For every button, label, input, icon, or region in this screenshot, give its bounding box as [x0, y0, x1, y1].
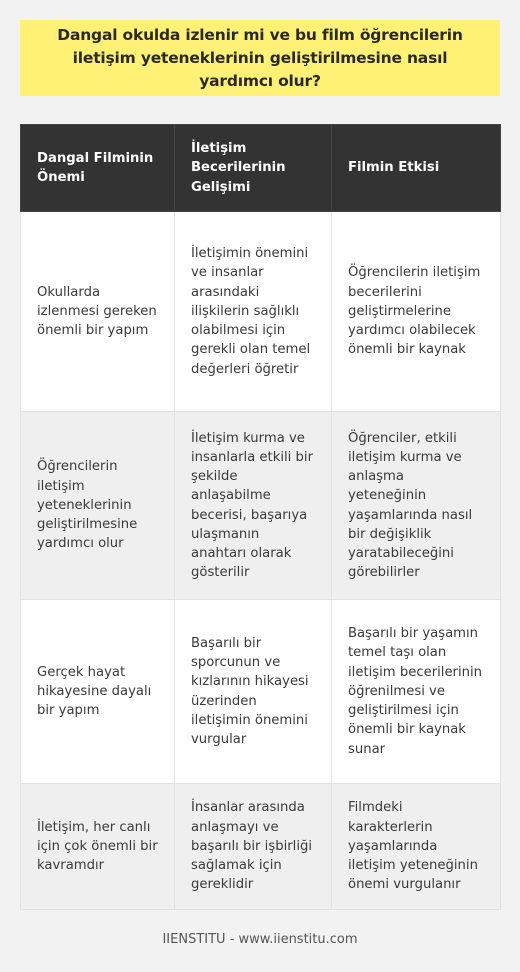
- footer-credit: IIENSTITU - www.iienstitu.com: [162, 932, 358, 947]
- page-title: Dangal okulda izlenir mi ve bu film öğrencilerin iletişim yeteneklerinin geliştirilmesine nasıl yardımcı olur?: [57, 25, 463, 90]
- title-banner: [20, 20, 500, 96]
- column-header: İletişim Becerilerinin Gelişimi: [175, 125, 332, 212]
- table-cell: Başarılı bir yaşamın temel taşı olan iletişim becerilerinin öğrenilmesi ve geliştirilmesi için önemli bir kaynak sunar: [332, 600, 501, 784]
- table-header-row: [21, 125, 501, 212]
- table-cell: Öğrenciler, etkili iletişim kurma ve anlaşma yeteneğinin yaşamlarında nasıl bir değişiklik yaratabileceğini görebilirler: [332, 412, 501, 600]
- table-row: [21, 784, 501, 910]
- table-row: [21, 212, 501, 412]
- table-row: [21, 600, 501, 784]
- table-cell: Öğrencilerin iletişim yeteneklerinin geliştirilmesine yardımcı olur: [21, 412, 175, 600]
- table-row: [21, 412, 501, 600]
- table-cell: İletişimin önemini ve insanlar arasındaki ilişkilerin sağlıklı olabilmesi için gerekli olan temel değerleri öğretir: [175, 212, 332, 412]
- table-cell: İletişim, her canlı için çok önemli bir kavramdır: [21, 784, 175, 910]
- table-cell: İnsanlar arasında anlaşmayı ve başarılı bir işbirliği sağlamak için gereklidir: [175, 784, 332, 910]
- column-header: Dangal Filminin Önemi: [21, 125, 175, 212]
- column-header: Filmin Etkisi: [332, 125, 501, 212]
- table-cell: İletişim kurma ve insanlarla etkili bir şekilde anlaşabilme becerisi, başarıya ulaşmanın anahtarı olarak gösterilir: [175, 412, 332, 600]
- table-cell: Okullarda izlenmesi gereken önemli bir yapım: [21, 212, 175, 412]
- table-cell: Öğrencilerin iletişim becerilerini geliştirmelerine yardımcı olabilecek önemli bir kaynak: [332, 212, 501, 412]
- comparison-table: [20, 124, 501, 910]
- table-cell: Başarılı bir sporcunun ve kızlarının hikayesi üzerinden iletişimin önemini vurgular: [175, 600, 332, 784]
- table-cell: Filmdeki karakterlerin yaşamlarında iletişim yeteneğinin önemi vurgulanır: [332, 784, 501, 910]
- table-cell: Gerçek hayat hikayesine dayalı bir yapım: [21, 600, 175, 784]
